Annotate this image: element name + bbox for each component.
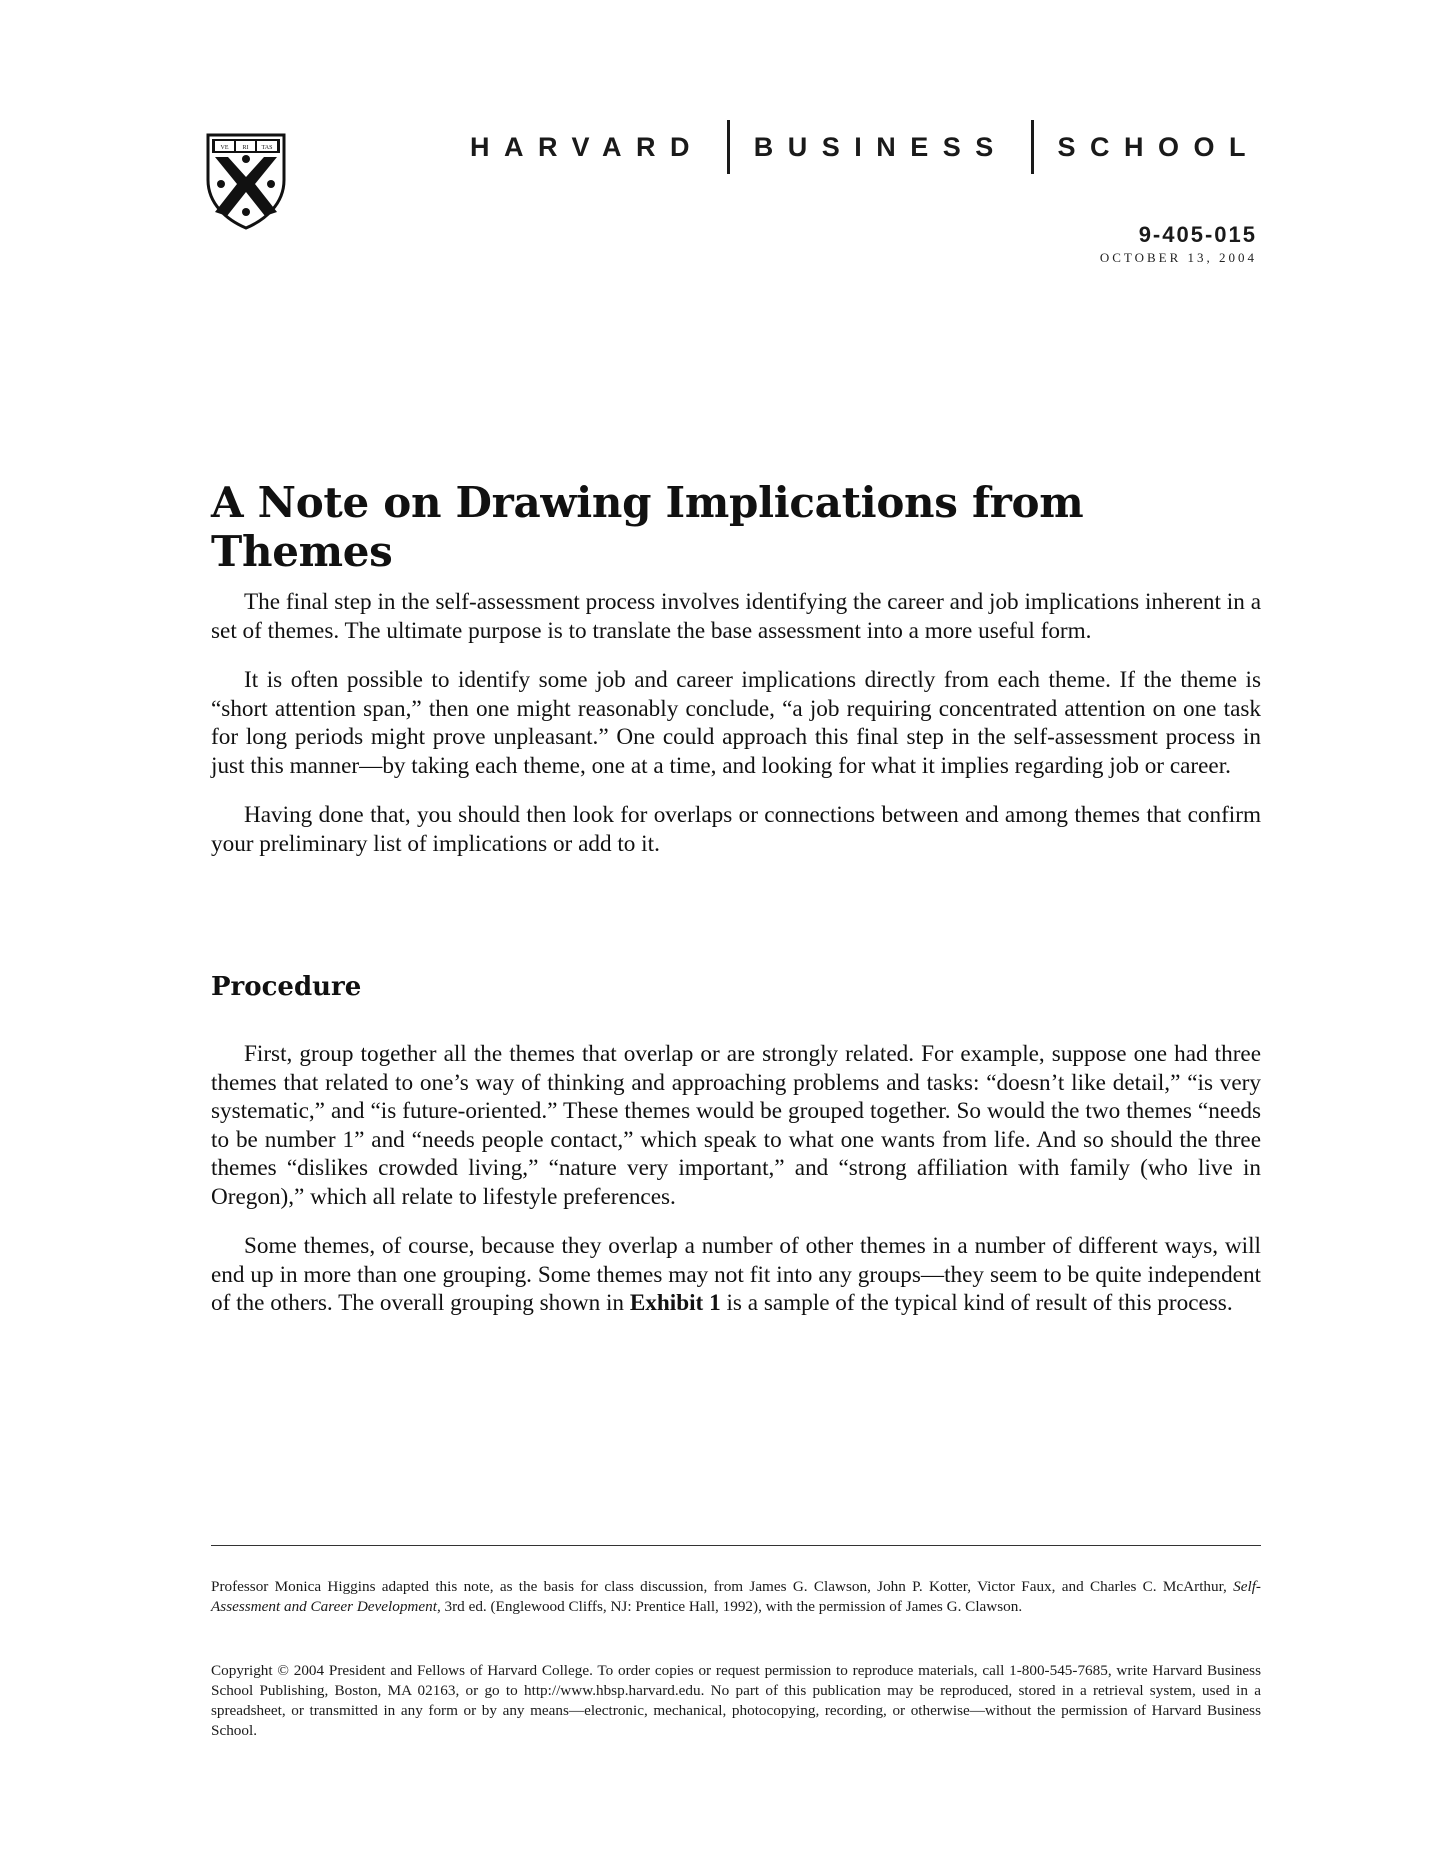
svg-text:RI: RI <box>242 145 249 151</box>
svg-text:TAS: TAS <box>261 145 273 151</box>
school-wordmark <box>470 118 1260 176</box>
case-number: 9-405-015 <box>1138 222 1257 247</box>
attribution-text: Professor Monica Higgins adapted this note, as the basis for class discussion, from James G. Clawson, John P. Kotter, Victor Faux, and Charles C. McArthur, <box>211 1578 1234 1595</box>
wordmark-divider <box>1031 120 1034 174</box>
intro-body <box>211 588 1261 879</box>
paragraph: Having done that, you should then look for overlaps or connections between and among themes that confirm your preliminary list of implications or add to it. <box>211 802 1261 857</box>
wordmark-harvard: HARVARD <box>470 131 705 162</box>
svg-text:VE: VE <box>220 145 229 151</box>
paragraph-text: Some themes, of course, because they overlap a number of other themes in a number of different ways, will end up in more than one grouping. Some themes may not fit into any groups—they seem to be quite independent of the others. The overall grouping shown in <box>211 1233 1261 1316</box>
paragraph <box>211 1232 1261 1318</box>
paragraph: First, group together all the themes that overlap or are strongly related. For example, suppose one had three themes that related to one’s way of thinking and approaching problems and tasks: “doesn’t like detail,” “is very systematic,” and “is future-oriented.” These themes would be grouped together. So would the two themes “needs to be number 1” and “needs people contact,” which speak to what one wants from life. And so should the three themes “dislikes crowded living,” “nature very important,” and “strong affiliation with family (who live in Oregon),” which all relate to lifestyle preferences. <box>211 1041 1261 1210</box>
procedure-body <box>211 1040 1261 1339</box>
wordmark-business: BUSINESS <box>753 131 1008 162</box>
paragraph: The final step in the self-assessment process involves identifying the career and job implications inherent in a set of themes. The ultimate purpose is to translate the base assessment into a more useful form. <box>211 589 1261 644</box>
attribution-note <box>211 1577 1261 1617</box>
copyright-note: Copyright © 2004 President and Fellows of Harvard College. To order copies or request permission to reproduce materials, call 1-800-545-7685, write Harvard Business School Publishing, Boston, MA 02163, or go to http://www.hbsp.harvard.edu. No part of this publication may be reproduced, stored in a retrieval system, used in a spreadsheet, or transmitted in any form or by any means—electronic, mechanical, photocopying, recording, or otherwise—without the permission of Harvard Business School. <box>211 1662 1261 1739</box>
footnote-divider <box>211 1545 1261 1546</box>
wordmark-school: SCHOOL <box>1057 131 1260 162</box>
exhibit-reference: Exhibit 1 <box>629 1290 721 1316</box>
book-title: Self-Assessment and Career Development <box>211 1578 1261 1615</box>
paragraph: It is often possible to identify some job and career implications directly from each theme. If the theme is “short attention span,” then one might reasonably conclude, “a job requiring concentrated attention on one task for long periods might prove unpleasant.” One could approach this final step in the self-assessment process in just this manner—by taking each theme, one at a time, and looking for what it implies regarding job or career. <box>211 667 1261 779</box>
attribution-text: , 3rd ed. (Englewood Cliffs, NJ: Prentice Hall, 1992), with the permission of James G. Clawson. <box>436 1598 1023 1615</box>
publication-date: OCTOBER 13, 2004 <box>1099 250 1257 265</box>
document-title: A Note on Drawing Implications from Themes <box>211 478 1084 576</box>
wordmark-divider <box>727 120 730 174</box>
hbs-shield-logo <box>205 132 287 230</box>
section-heading: Procedure <box>211 972 362 1002</box>
paragraph-text: is a sample of the typical kind of result of this process. <box>720 1290 1233 1316</box>
